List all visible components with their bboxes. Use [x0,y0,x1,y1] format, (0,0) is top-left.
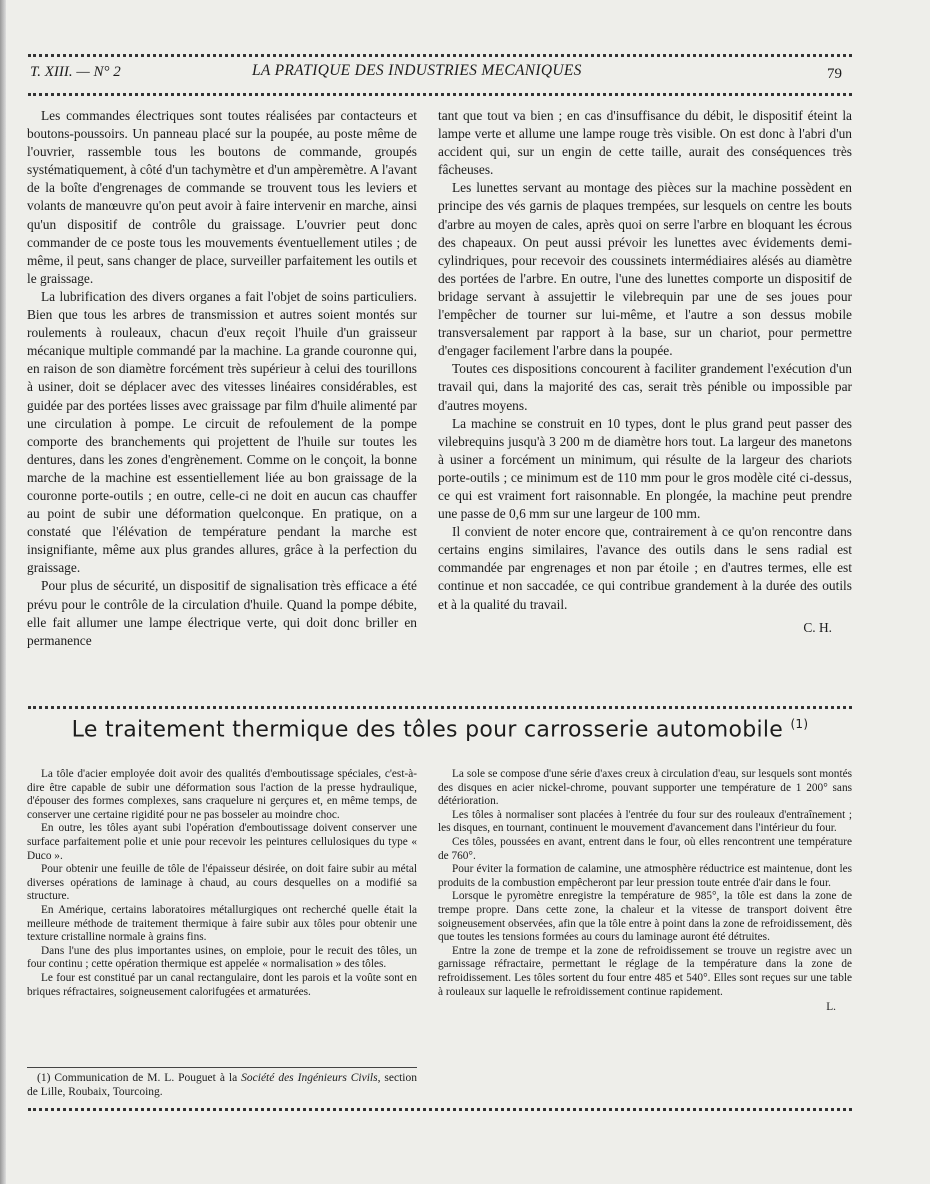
paragraph: La lubrification des divers organes a fait l'objet de soins particuliers. Bien que tous les arbres de transmission et autres soient montés sur roulements à rouleaux, chacun d'eux reçoit l'huile d'un graisseur mécanique multiple commandé par la machine. La grande couronne qui, en raison de son diamètre forcément très supérieur à celui des tourillons à usiner, doit se déplacer avec des vitesses linéaires considérables, est guidée par des portées lisses avec graissage par film d'huile alimenté par une circulation à pompe. Le circuit de refoulement de la pompe comporte des branchements qui projettent de l'huile sur toutes les dentures, dans les zones d'engrènement. Comme on le conçoit, la bonne marche de la machine est essentiellement liée au bon graissage de la couronne porte-outils ; en outre, celle-ci ne doit en aucun cas chauffer au point de subir une déformation quelconque. En pratique, on a constaté que l'élévation de température pendant la marche est insignifiante, même aux plus grandes allures, grâce à la perfection du graissage. [27,288,417,576]
paragraph: La sole se compose d'une série d'axes creux à circulation d'eau, sur lesquels sont montés des disques en acier nickel-chrome, pouvant supporter une température de 1 200° sans détérioration. [438,768,852,808]
paragraph: Le four est constitué par un canal rectangulaire, dont les parois et la voûte sont en briques réfractaires, soigneusement calorifugées et armaturées. [27,971,417,998]
paragraph: Les lunettes servant au montage des pièces sur la machine possèdent en principe des vés garnis de plaques trempées, sur lesquels on centre les bouts d'arbre au moyen de cales, après quoi on serre l'arbre en bloquant les écrous des chapeaux. On peut aussi prévoir les lunettes avec évidements demi-cylindriques, pour recevoir des coussinets intermédiaires alésés au diamètre des portées de l'arbre. En outre, l'une des lunettes comporte un dispositif de bridage servant à assujettir le vilebrequin par une de ses joues pour l'empêcher de tourner sur lui-même, et l'autre a son dessus mobile transversalement par rapport à la base, sur un chariot, pour permettre d'engager facilement l'arbre dans la poupée. [438,180,852,359]
paragraph: Les tôles à normaliser sont placées à l'entrée du four sur des rouleaux d'entraînement ; les disques, en tournant, continuent le mouvement d'avancement dans l'intérieur du four. [438,808,852,835]
bottom-article-left-column [27,768,417,999]
author-signature: C. H. [803,619,832,635]
header-rule-bottom [28,93,852,96]
paragraph: En outre, les tôles ayant subi l'opération d'emboutissage doivent conserver une surface parfaitement polie et unie pour recevoir les peintures cellulosiques du type « Duco ». [27,822,417,862]
top-article-right-column [438,107,852,637]
bottom-article-right-column [438,768,852,1015]
journal-title: LA PRATIQUE DES INDUSTRIES MECANIQUES [252,62,582,79]
page-number: 79 [827,66,842,82]
paragraph: Pour obtenir une feuille de tôle de l'épaisseur désirée, on doit faire subir au métal diverses opérations de laminage à chaud, au cours desquelles on a modifié sa structure. [27,863,417,903]
paragraph: En Amérique, certains laboratoires métallurgiques ont recherché quelle était la meilleure méthode de traitement thermique à faire subir aux tôles pour obtenir une texture cristalline normale à grains fins. [27,903,417,944]
paragraph: tant que tout va bien ; en cas d'insuffisance du débit, le dispositif éteint la lampe verte et allume une lampe rouge très visible. On est donc à l'abri d'un accident qui, sur un engin de cette taille, aurait des conséquences très fâcheuses. [438,108,852,178]
volume-number: T. XIII. — N° 2 [30,64,121,80]
paragraph: Pour éviter la formation de calamine, une atmosphère réductrice est maintenue, dont les produits de la combustion empêcheront par leur pression toute entrée d'air dans le four. [438,863,852,889]
paragraph: Les commandes électriques sont toutes réalisées par contacteurs et boutons-poussoirs. Un panneau placé sur la poupée, au poste même de l'ouvrier, rassemble tous les boutons de commande, groupés systématiquement, à côté d'un tachymètre et d'un ampèremètre. A l'avant de la boîte d'engrenages de commande se trouvent tous les leviers et volants de manœuvre qu'on peut avoir à faire intervenir en marche, ainsi qu'un dispositif de contrôle du graissage. L'ouvrier peut donc commander de ce poste tous les mouvements éventuellement utiles ; de même, il peut, sans changer de place, surveiller parfaitement les outils et le graissage. [27,108,417,286]
article-title [28,717,852,742]
footnote-text-end: , section de Lille, Roubaix, Tourcoing. [27,1072,418,1098]
footnote [27,1071,417,1099]
paragraph: La tôle d'acier employée doit avoir des qualités d'emboutissage spéciales, c'est-à-dire être capable de subir une déformation sous l'action de la presse hydraulique, d'épouser des formes complexes, sans craquelure ni gerçures et, en même temps, de conserver une certaine rigidité pour ne pas bosseler au moindre choc. [27,768,417,821]
paragraph: Entre la zone de trempe et la zone de refroidissement se trouve un registre avec un garnissage réfractaire, permettant le réglage de la température dans la zone de refroidissement. Les tôles sortent du four entre 485 et 540°. Elles sont reçues sur une table à rouleaux sur laquelle le refroidissement continue rapidement. [438,944,852,998]
top-article-left-column [27,107,417,650]
paragraph: Dans l'une des plus importantes usines, on emploie, pour le recuit des tôles, un four continu ; cette opération thermique est appelée « normalisation » des tôles. [27,944,417,971]
running-header [30,62,850,86]
paragraph: La machine se construit en 10 types, dont le plus grand peut passer des vilebrequins jusqu'à 3 200 m de diamètre hors tout. La largeur des manetons à usiner a forcément un minimum, qui résulte de la largeur des chariots porte-outils ; ce minimum est de 110 mm pour le gros modèle cité ci-dessus, ce qui est vraiment fort raisonnable. En plongée, la machine peut prendre une passe de 0,6 mm sur une largeur de 100 mm. [438,415,852,522]
paragraph: Pour plus de sécurité, un dispositif de signalisation très efficace a été prévu pour le contrôle de la circulation d'huile. Quand la pompe débite, elle fait allumer une lampe électrique verte, qui doit donc briller en permanence [27,578,417,648]
footer-rule [28,1108,852,1111]
footnote-rule [27,1067,417,1068]
article-title-text: Le traitement thermique des tôles pour carrosserie automobile [71,717,784,743]
paragraph: Ces tôles, poussées en avant, entrent dans le four, où elles rencontrent une température de 760°. [438,835,852,862]
footnote-text: (1) Communication de M. L. Pouguet à la [37,1072,242,1084]
footnote-marker: (1) [790,717,809,731]
footnote-society: Société des Ingénieurs Civils [241,1072,378,1084]
paragraph: Il convient de noter encore que, contrairement à ce qu'on rencontre dans certains engins similaires, l'avance des outils dans le sens radial est commandée par engrenages et non par étoile ; en d'autres termes, elle est continue et non saccadée, ce qui contribue grandement à la durée des outils et à la qualité du travail. [438,524,852,612]
section-separator-rule [28,706,852,709]
paragraph: Lorsque le pyromètre enregistre la température de 985°, la tôle est dans la zone de trempe propre. Dans cette zone, la chaleur et la vitesse de transport doivent être soigneusement observées, afin que la tôle entre à point dans la zone de refroidissement, dès que toutes les tensions formées au cours du laminage auront été détruites. [438,890,852,944]
author-signature: L. [826,1001,836,1014]
paragraph: Toutes ces dispositions concourent à faciliter grandement l'exécution d'un travail qui, dans la majorité des cas, serait très pénible ou impossible par d'autres moyens. [438,361,852,413]
page-spine-shadow [0,0,6,1184]
header-rule-top [28,54,852,57]
